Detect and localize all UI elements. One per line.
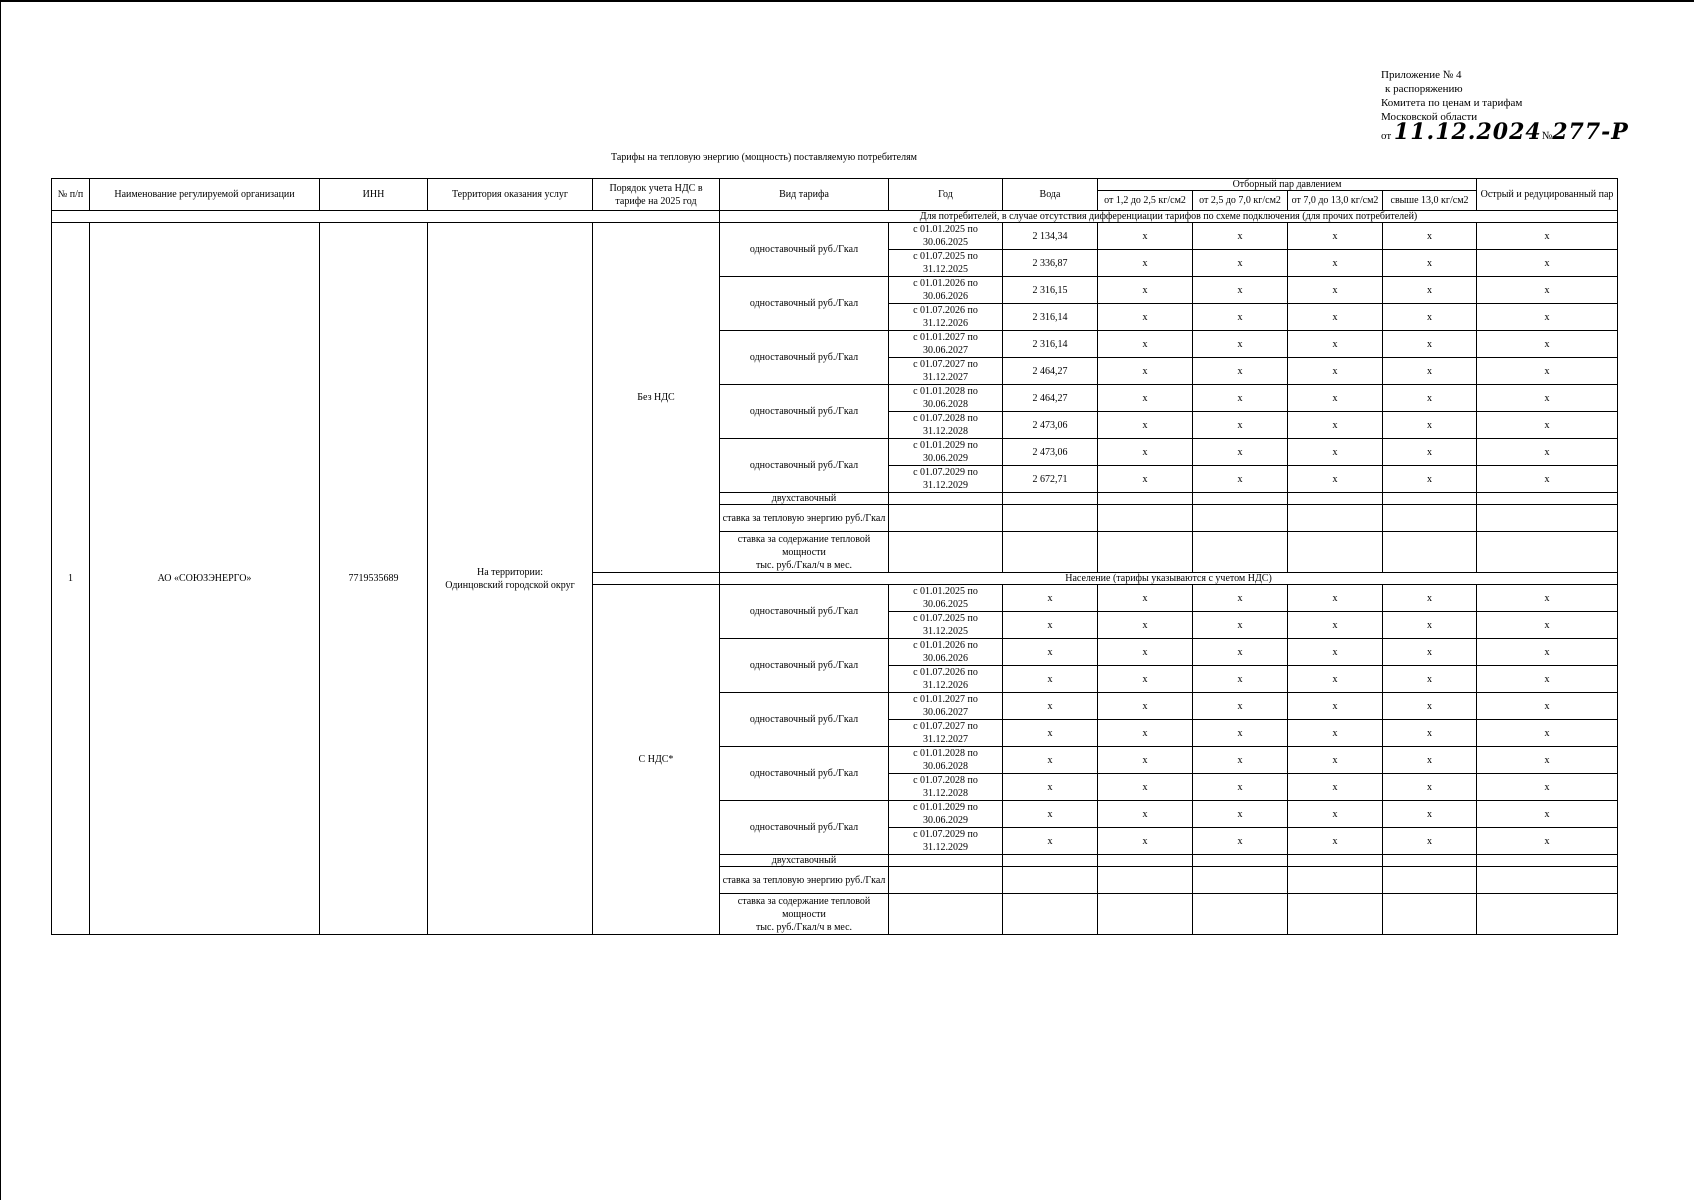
- period-cell: с 01.01.2028 по 30.06.2028: [889, 385, 1003, 412]
- value-cell-p1: х: [1098, 720, 1193, 747]
- value-cell-p2: х: [1193, 304, 1288, 331]
- annex-line-1: Приложение № 4: [1381, 69, 1462, 81]
- value-cell-p3: х: [1288, 466, 1383, 493]
- value-cell-p2: х: [1193, 439, 1288, 466]
- value-cell-p2: х: [1193, 720, 1288, 747]
- value-cell-sharp: х: [1477, 801, 1618, 828]
- empty-cell: [1098, 532, 1193, 573]
- org-inn: 7719535689: [320, 223, 428, 935]
- value-cell-water: х: [1003, 693, 1098, 720]
- value-cell-p2: х: [1193, 277, 1288, 304]
- period-cell: с 01.07.2029 по 31.12.2029: [889, 828, 1003, 855]
- header-inn: ИНН: [320, 179, 428, 211]
- value-cell-p4: х: [1383, 639, 1477, 666]
- value-cell-p1: х: [1098, 412, 1193, 439]
- org-name: АО «СОЮЗЭНЕРГО»: [90, 223, 320, 935]
- annex-from-label: от: [1381, 130, 1392, 142]
- value-cell-sharp: х: [1477, 223, 1618, 250]
- empty-cell: [1193, 894, 1288, 935]
- value-cell-p4: х: [1383, 801, 1477, 828]
- value-cell-sharp: х: [1477, 331, 1618, 358]
- value-cell-p3: х: [1288, 612, 1383, 639]
- value-cell-p4: х: [1383, 585, 1477, 612]
- header-pressure-3: от 7,0 до 13,0 кг/см2: [1288, 191, 1383, 211]
- value-cell-sharp: х: [1477, 385, 1618, 412]
- empty-cell: [889, 493, 1003, 505]
- rate-capacity-line-2: тыс. руб./Гкал/ч в мес.: [755, 559, 853, 571]
- page-top-border: [0, 0, 1694, 2]
- territory-line-2: Одинцовский городской округ: [445, 579, 575, 591]
- value-cell-p3: х: [1288, 585, 1383, 612]
- empty-cell: [889, 532, 1003, 573]
- value-cell-p4: х: [1383, 277, 1477, 304]
- tariff-type-cell: одноставочный руб./Гкал: [720, 439, 889, 493]
- header-row-1: [52, 179, 1618, 191]
- value-cell-water: х: [1003, 801, 1098, 828]
- rate-capacity-line-1: ставка за содержание тепловой мощности: [737, 895, 871, 920]
- value-cell-sharp: х: [1477, 358, 1618, 385]
- annex-line-2: к распоряжению: [1385, 83, 1463, 95]
- section-heading-spacer: [593, 573, 720, 585]
- section-heading: Население (тарифы указываются с учетом НДС): [720, 573, 1618, 585]
- value-cell-water: х: [1003, 747, 1098, 774]
- two-part-label: двухставочный: [720, 855, 889, 867]
- value-cell-p4: х: [1383, 412, 1477, 439]
- value-cell-p2: х: [1193, 747, 1288, 774]
- value-cell-p3: х: [1288, 250, 1383, 277]
- annex-line-3: Комитета по ценам и тарифам: [1381, 97, 1523, 109]
- value-cell-p4: х: [1383, 223, 1477, 250]
- rate-energy-label: ставка за тепловую энергию руб./Гкал: [720, 505, 889, 532]
- header-territory: Территория оказания услуг: [428, 179, 593, 211]
- value-cell-p4: х: [1383, 720, 1477, 747]
- rate-energy-label: ставка за тепловую энергию руб./Гкал: [720, 867, 889, 894]
- period-cell: с 01.07.2025 по 31.12.2025: [889, 250, 1003, 277]
- empty-cell: [1003, 894, 1098, 935]
- value-cell-p1: х: [1098, 385, 1193, 412]
- empty-cell: [889, 867, 1003, 894]
- value-cell-water: 2 473,06: [1003, 439, 1098, 466]
- annex-number-label: №: [1541, 130, 1553, 142]
- empty-cell: [1193, 493, 1288, 505]
- value-cell-sharp: х: [1477, 304, 1618, 331]
- value-cell-water: 2 473,06: [1003, 412, 1098, 439]
- tariff-type-cell: одноставочный руб./Гкал: [720, 801, 889, 855]
- tariff-type-cell: одноставочный руб./Гкал: [720, 277, 889, 331]
- value-cell-water: х: [1003, 612, 1098, 639]
- tariff-table-body: [52, 179, 1618, 935]
- value-cell-p4: х: [1383, 747, 1477, 774]
- period-cell: с 01.07.2026 по 31.12.2026: [889, 304, 1003, 331]
- value-cell-p2: х: [1193, 585, 1288, 612]
- value-cell-p2: х: [1193, 828, 1288, 855]
- value-cell-p4: х: [1383, 385, 1477, 412]
- page-left-border: [0, 0, 1, 1200]
- value-cell-water: 2 316,14: [1003, 304, 1098, 331]
- value-cell-sharp: х: [1477, 693, 1618, 720]
- empty-cell: [1193, 855, 1288, 867]
- header-org: Наименование регулируемой организации: [90, 179, 320, 211]
- org-number: 1: [52, 223, 90, 935]
- value-cell-p3: х: [1288, 439, 1383, 466]
- tariff-row: [52, 223, 1618, 250]
- value-cell-p3: х: [1288, 385, 1383, 412]
- empty-cell: [1288, 493, 1383, 505]
- value-cell-p4: х: [1383, 358, 1477, 385]
- value-cell-water: 2 316,14: [1003, 331, 1098, 358]
- tariff-type-cell: одноставочный руб./Гкал: [720, 693, 889, 747]
- value-cell-p1: х: [1098, 304, 1193, 331]
- territory-line-1: На территории:: [476, 566, 544, 578]
- value-cell-p3: х: [1288, 801, 1383, 828]
- empty-cell: [1477, 505, 1618, 532]
- value-cell-water: х: [1003, 720, 1098, 747]
- document-title: [0, 152, 1694, 163]
- rate-capacity-label: [720, 894, 889, 935]
- value-cell-p2: х: [1193, 612, 1288, 639]
- value-cell-p3: х: [1288, 720, 1383, 747]
- value-cell-water: 2 672,71: [1003, 466, 1098, 493]
- value-cell-p3: х: [1288, 828, 1383, 855]
- value-cell-p3: х: [1288, 358, 1383, 385]
- value-cell-p4: х: [1383, 331, 1477, 358]
- value-cell-sharp: х: [1477, 720, 1618, 747]
- period-cell: с 01.07.2027 по 31.12.2027: [889, 358, 1003, 385]
- value-cell-p4: х: [1383, 250, 1477, 277]
- value-cell-water: 2 464,27: [1003, 385, 1098, 412]
- value-cell-p4: х: [1383, 666, 1477, 693]
- document-title-text: Тарифы на тепловую энергию (мощность) поставляемую потребителям: [610, 152, 917, 163]
- value-cell-p1: х: [1098, 666, 1193, 693]
- period-cell: с 01.01.2027 по 30.06.2027: [889, 693, 1003, 720]
- value-cell-p3: х: [1288, 639, 1383, 666]
- value-cell-p2: х: [1193, 412, 1288, 439]
- header-year: Год: [889, 179, 1003, 211]
- period-cell: с 01.01.2029 по 30.06.2029: [889, 801, 1003, 828]
- empty-cell: [1003, 505, 1098, 532]
- empty-cell: [1003, 493, 1098, 505]
- annex-date-row: [1381, 119, 1671, 145]
- value-cell-p1: х: [1098, 277, 1193, 304]
- value-cell-water: х: [1003, 666, 1098, 693]
- tariff-type-cell: одноставочный руб./Гкал: [720, 747, 889, 801]
- value-cell-water: 2 464,27: [1003, 358, 1098, 385]
- value-cell-water: 2 134,34: [1003, 223, 1098, 250]
- value-cell-p4: х: [1383, 693, 1477, 720]
- annex-handwritten-number: 277-Р: [1552, 119, 1629, 145]
- empty-cell: [1288, 855, 1383, 867]
- value-cell-p3: х: [1288, 666, 1383, 693]
- value-cell-p1: х: [1098, 223, 1193, 250]
- period-cell: с 01.01.2027 по 30.06.2027: [889, 331, 1003, 358]
- value-cell-p3: х: [1288, 223, 1383, 250]
- empty-cell: [1477, 493, 1618, 505]
- rate-capacity-label: [720, 532, 889, 573]
- header-tariff-type: Вид тарифа: [720, 179, 889, 211]
- header-water: Вода: [1003, 179, 1098, 211]
- header-num: № п/п: [52, 179, 90, 211]
- empty-cell: [1383, 855, 1477, 867]
- annex-handwritten-date: 11.12.2024: [1393, 119, 1542, 145]
- value-cell-p2: х: [1193, 774, 1288, 801]
- value-cell-p2: х: [1193, 250, 1288, 277]
- value-cell-p1: х: [1098, 828, 1193, 855]
- value-cell-p3: х: [1288, 412, 1383, 439]
- empty-cell: [1288, 894, 1383, 935]
- value-cell-p1: х: [1098, 331, 1193, 358]
- value-cell-p2: х: [1193, 223, 1288, 250]
- annex-line-4: Московской области: [1381, 111, 1478, 123]
- period-cell: с 01.01.2026 по 30.06.2026: [889, 639, 1003, 666]
- tariff-type-cell: одноставочный руб./Гкал: [720, 639, 889, 693]
- empty-cell: [1383, 505, 1477, 532]
- period-cell: с 01.07.2028 по 31.12.2028: [889, 412, 1003, 439]
- empty-cell: [1003, 855, 1098, 867]
- tariff-type-cell: одноставочный руб./Гкал: [720, 331, 889, 385]
- value-cell-p4: х: [1383, 828, 1477, 855]
- value-cell-sharp: х: [1477, 277, 1618, 304]
- value-cell-p1: х: [1098, 439, 1193, 466]
- value-cell-p2: х: [1193, 693, 1288, 720]
- value-cell-p1: х: [1098, 358, 1193, 385]
- value-cell-p2: х: [1193, 358, 1288, 385]
- value-cell-sharp: х: [1477, 666, 1618, 693]
- empty-cell: [889, 855, 1003, 867]
- tariff-type-cell: одноставочный руб./Гкал: [720, 223, 889, 277]
- period-cell: с 01.07.2029 по 31.12.2029: [889, 466, 1003, 493]
- value-cell-sharp: х: [1477, 828, 1618, 855]
- value-cell-p1: х: [1098, 801, 1193, 828]
- header-steam-group: Отборный пар давлением: [1098, 179, 1477, 191]
- rate-capacity-line-1: ставка за содержание тепловой мощности: [737, 533, 871, 558]
- value-cell-sharp: х: [1477, 250, 1618, 277]
- period-cell: с 01.01.2025 по 30.06.2025: [889, 585, 1003, 612]
- empty-cell: [1477, 894, 1618, 935]
- value-cell-p4: х: [1383, 774, 1477, 801]
- empty-cell: [1477, 855, 1618, 867]
- value-cell-sharp: х: [1477, 585, 1618, 612]
- empty-cell: [1098, 505, 1193, 532]
- value-cell-water: 2 316,15: [1003, 277, 1098, 304]
- value-cell-p3: х: [1288, 774, 1383, 801]
- two-part-label: двухставочный: [720, 493, 889, 505]
- value-cell-sharp: х: [1477, 466, 1618, 493]
- empty-cell: [1003, 532, 1098, 573]
- empty-cell: [1383, 493, 1477, 505]
- value-cell-p2: х: [1193, 331, 1288, 358]
- value-cell-p3: х: [1288, 693, 1383, 720]
- header-pressure-2: от 2,5 до 7,0 кг/см2: [1193, 191, 1288, 211]
- value-cell-p3: х: [1288, 331, 1383, 358]
- vat-order-cell: С НДС*: [593, 585, 720, 935]
- empty-cell: [1383, 894, 1477, 935]
- period-cell: с 01.07.2025 по 31.12.2025: [889, 612, 1003, 639]
- empty-cell: [1098, 867, 1193, 894]
- org-territory: [428, 223, 593, 935]
- rate-capacity-line-2: тыс. руб./Гкал/ч в мес.: [755, 921, 853, 933]
- value-cell-p4: х: [1383, 466, 1477, 493]
- value-cell-sharp: х: [1477, 612, 1618, 639]
- value-cell-p3: х: [1288, 277, 1383, 304]
- value-cell-sharp: х: [1477, 439, 1618, 466]
- value-cell-p1: х: [1098, 693, 1193, 720]
- value-cell-sharp: х: [1477, 639, 1618, 666]
- annex-block: [1381, 68, 1671, 143]
- empty-cell: [1193, 505, 1288, 532]
- section-heading-row: [52, 211, 1618, 223]
- value-cell-p1: х: [1098, 466, 1193, 493]
- value-cell-water: 2 336,87: [1003, 250, 1098, 277]
- value-cell-water: х: [1003, 828, 1098, 855]
- value-cell-water: х: [1003, 774, 1098, 801]
- value-cell-p4: х: [1383, 439, 1477, 466]
- empty-cell: [1193, 867, 1288, 894]
- value-cell-sharp: х: [1477, 747, 1618, 774]
- empty-cell: [1003, 867, 1098, 894]
- vat-order-cell: Без НДС: [593, 223, 720, 573]
- value-cell-sharp: х: [1477, 774, 1618, 801]
- empty-cell: [1288, 867, 1383, 894]
- section-heading-spacer: [52, 211, 720, 223]
- empty-cell: [1193, 532, 1288, 573]
- empty-cell: [1477, 867, 1618, 894]
- empty-cell: [1383, 532, 1477, 573]
- value-cell-p1: х: [1098, 747, 1193, 774]
- empty-cell: [1288, 505, 1383, 532]
- empty-cell: [1098, 493, 1193, 505]
- empty-cell: [889, 894, 1003, 935]
- value-cell-p3: х: [1288, 304, 1383, 331]
- empty-cell: [1098, 894, 1193, 935]
- period-cell: с 01.07.2028 по 31.12.2028: [889, 774, 1003, 801]
- value-cell-p3: х: [1288, 747, 1383, 774]
- value-cell-p2: х: [1193, 385, 1288, 412]
- value-cell-p4: х: [1383, 304, 1477, 331]
- value-cell-p2: х: [1193, 801, 1288, 828]
- value-cell-p1: х: [1098, 612, 1193, 639]
- value-cell-sharp: х: [1477, 412, 1618, 439]
- header-sharp-steam: Острый и редуцированный пар: [1477, 179, 1618, 211]
- empty-cell: [1383, 867, 1477, 894]
- period-cell: с 01.01.2026 по 30.06.2026: [889, 277, 1003, 304]
- period-cell: с 01.01.2025 по 30.06.2025: [889, 223, 1003, 250]
- value-cell-p1: х: [1098, 250, 1193, 277]
- empty-cell: [889, 505, 1003, 532]
- value-cell-p1: х: [1098, 639, 1193, 666]
- header-vat-order: Порядок учета НДС в тарифе на 2025 год: [593, 179, 720, 211]
- empty-cell: [1098, 855, 1193, 867]
- tariff-table: [51, 178, 1618, 935]
- value-cell-p1: х: [1098, 774, 1193, 801]
- tariff-type-cell: одноставочный руб./Гкал: [720, 385, 889, 439]
- value-cell-p4: х: [1383, 612, 1477, 639]
- value-cell-p2: х: [1193, 466, 1288, 493]
- value-cell-water: х: [1003, 585, 1098, 612]
- empty-cell: [1477, 532, 1618, 573]
- header-pressure-4: свыше 13,0 кг/см2: [1383, 191, 1477, 211]
- section-heading: Для потребителей, в случае отсутствия дифференциации тарифов по схеме подключения (для прочих потребителей): [720, 211, 1618, 223]
- empty-cell: [1288, 532, 1383, 573]
- period-cell: с 01.07.2027 по 31.12.2027: [889, 720, 1003, 747]
- period-cell: с 01.01.2029 по 30.06.2029: [889, 439, 1003, 466]
- tariff-type-cell: одноставочный руб./Гкал: [720, 585, 889, 639]
- header-pressure-1: от 1,2 до 2,5 кг/см2: [1098, 191, 1193, 211]
- value-cell-water: х: [1003, 639, 1098, 666]
- period-cell: с 01.01.2028 по 30.06.2028: [889, 747, 1003, 774]
- value-cell-p2: х: [1193, 666, 1288, 693]
- value-cell-p2: х: [1193, 639, 1288, 666]
- period-cell: с 01.07.2026 по 31.12.2026: [889, 666, 1003, 693]
- value-cell-p1: х: [1098, 585, 1193, 612]
